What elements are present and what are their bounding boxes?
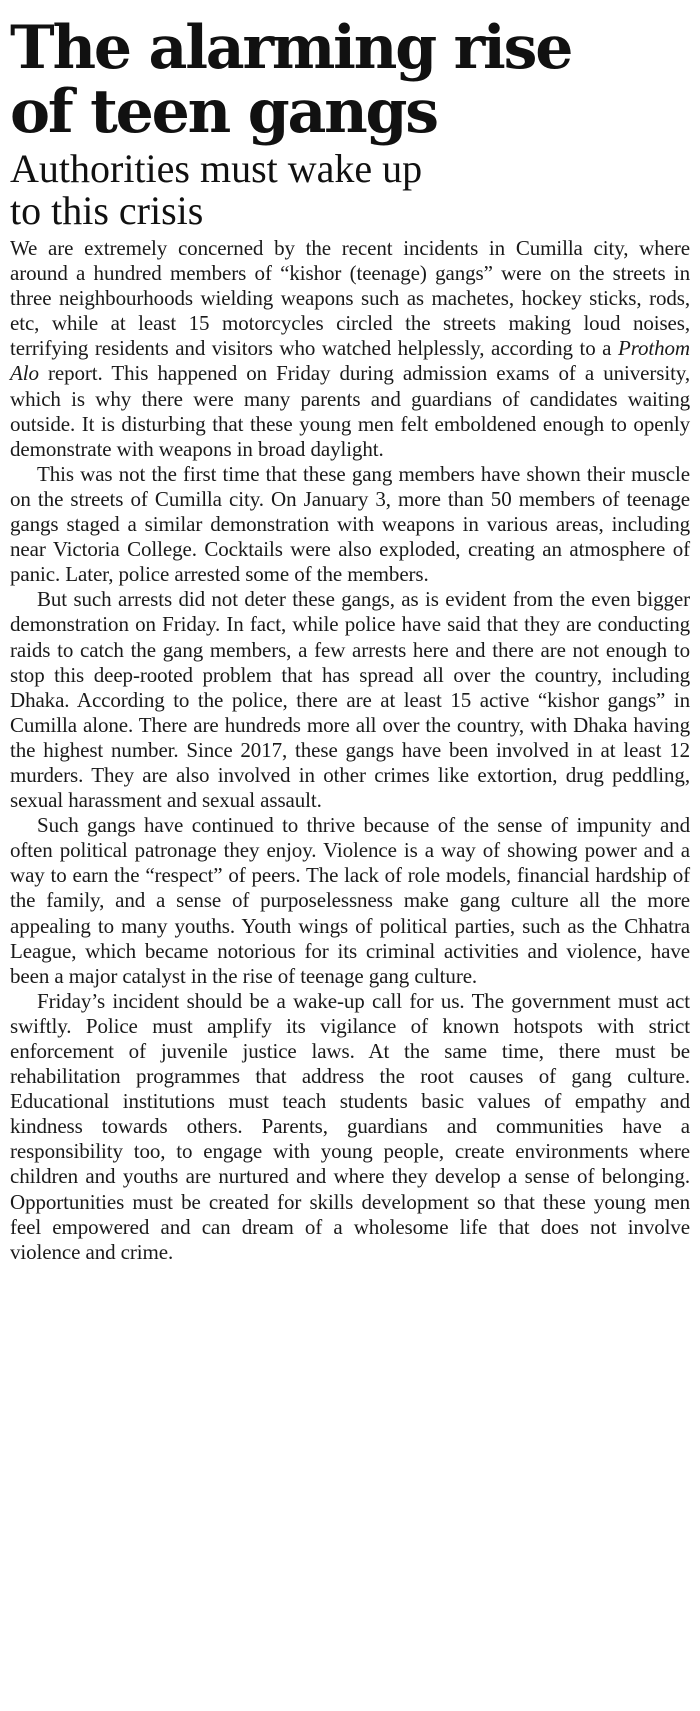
body-paragraph-2: This was not the first time that these gang members have shown their muscle on the streets of Cumilla city. On January 3, more than 50 members of teenage gangs staged a similar demonstration with weapons in various areas, including near Victoria College. Cocktails were also exploded, creating an atmosphere of panic. Later, police arrested some of the members. [10,461,690,587]
article-body [10,236,690,1265]
body-paragraph-1 [10,236,690,462]
paragraph-1-text-after: report. This happened on Friday during admission exams of a university, which is why there were many parents and guardians of candidates waiting outside. It is disturbing that these young men felt emboldened enough to openly demonstrate with weapons in broad daylight. [10,361,690,461]
body-paragraph-5: Friday’s incident should be a wake-up call for us. The government must act swiftly. Police must amplify its vigilance of known hotspots with strict enforcement of juvenile justice laws. At the same time, there must be rehabilitation programmes that address the root causes of gang culture. Educational institutions must teach students basic values of empathy and kindness towards others. Parents, guardians and communities have a responsibility too, to engage with young people, create environments where children and youths are nurtured and where they develop a sense of belonging. Opportunities must be created for skills development so that these young men feel empowered and can dream of a wholesome life that does not involve violence and crime. [10,988,690,1264]
source-publication-name: Prothom Alo [10,336,690,386]
headline: The alarming rise of teen gangs [10,13,572,147]
body-paragraph-4: Such gangs have continued to thrive because of the sense of impunity and often political patronage they enjoy. Violence is a way of showing power and a way to earn the “respect” of peers. The lack of role models, financial hardship of the family, and a sense of purposelessness make gang culture all the more appealing to many youths. Youth wings of political parties, such as the Chhatra League, which became notorious for its criminal activities and violence, have been a major catalyst in the rise of teenage gang culture. [10,813,690,988]
subheadline: Authorities must wake up to this crisis [10,146,423,233]
paragraph-1-text-before: We are extremely concerned by the recent incidents in Cumilla city, where around a hundred members of “kishor (teenage) gangs” were on the streets in three neighbourhoods wielding weapons such as machetes, hockey sticks, rods, etc, while at least 15 motorcycles circled the streets making loud noises, terrifying residents and visitors who watched helplessly, according to a [10,236,690,361]
body-paragraph-3: But such arrests did not deter these gangs, as is evident from the even bigger demonstration on Friday. In fact, while police have said that they are conducting raids to catch the gang members, a few arrests here and there are not enough to stop this deep-rooted problem that has spread all over the country, including Dhaka. According to the police, there are at least 15 active “kishor gangs” in Cumilla alone. There are hundreds more all over the country, with Dhaka having the highest number. Since 2017, these gangs have been involved in at least 12 murders. They are also involved in other crimes like extortion, drug peddling, sexual harassment and sexual assault. [10,587,690,813]
